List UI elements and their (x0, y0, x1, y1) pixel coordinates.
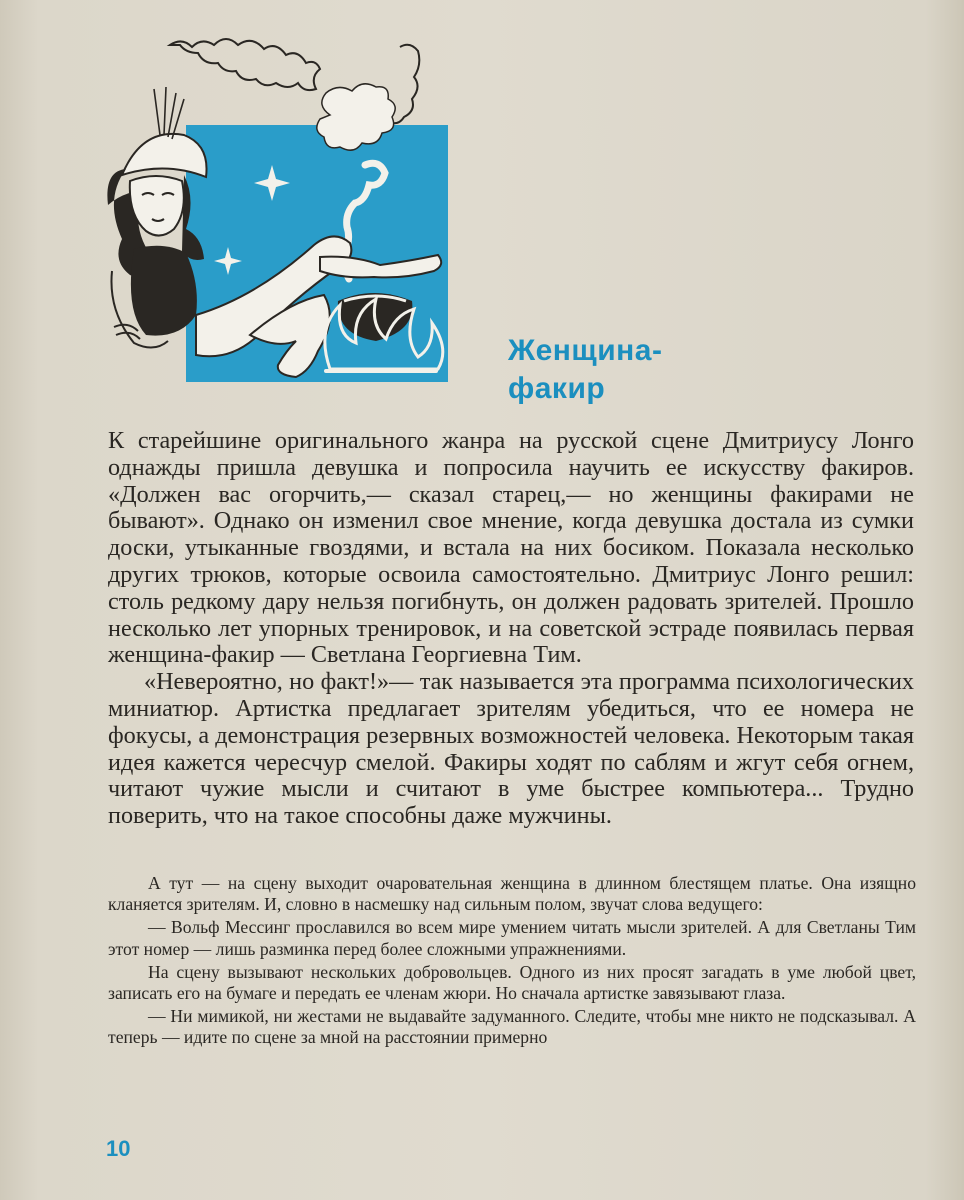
paragraph: На сцену вызывают нескольких добровольцев. Одного из них просят загадать в уме любой цвет, записать его на бумаге и передать ее членам жюри. Но сначала артистке завязывают глаза. (108, 961, 916, 1004)
article-title (508, 332, 708, 408)
paragraph: А тут — на сцену выходит очаровательная женщина в длинном блестящем платье. Она изящно кланяется зрителям. И, словно в насмешку над сильным полом, звучат слова ведущего: (108, 873, 916, 915)
fakir-woman-illustration (100, 35, 460, 390)
page-number: 10 (106, 1136, 131, 1161)
paragraph: — Вольф Мессинг прославился во всем мире умением читать мысли зрителей. А для Светланы Тим этот номер — лишь разминка перед более сложными упражнениями. (108, 917, 916, 959)
title-line-1: Женщина- (508, 334, 663, 368)
paragraph: К старейшине оригинального жанра на русской сцене Дмитриусу Лонго однажды пришла девушка и попросила научить ее искусству факиров. «Должен вас огорчить,— сказал старец,— но женщины факирами не бывают». Однако он изменил свое мнение, когда девушка достала из сумки доски, утыканные гвоздями, и встала на них босиком. Показала несколько других трюков, которые освоила самостоятельно. Дмитриус Лонго решил: столь редкому дару нельзя погибнуть, он должен радовать зрителей. Прошло несколько лет упорных тренировок, и на советской эстраде появилась первая женщина-факир — Светлана Георгиевна Тим. (108, 427, 914, 669)
title-line-2: факир (508, 372, 606, 406)
paragraph: «Невероятно, но факт!»— так называется эта программа психологических миниатюр. Артистка предлагает зрителям убедиться, что ее номера не фокусы, а демонстрация резервных возможностей человека. Некоторым такая идея кажется чересчур смелой. Факиры ходят по саблям и жгут себя огнем, читают чужие мысли и считают в уме быстрее компьютера... Трудно поверить, что на такое способны даже мужчины. (108, 668, 914, 830)
article-body-small (108, 873, 916, 1051)
paragraph: — Ни мимикой, ни жестами не выдавайте задуманного. Следите, чтобы мне никто не подсказывал. А теперь — идите по сцене за мной на расстоянии примерно (108, 1006, 916, 1048)
article-body-large (108, 428, 914, 830)
